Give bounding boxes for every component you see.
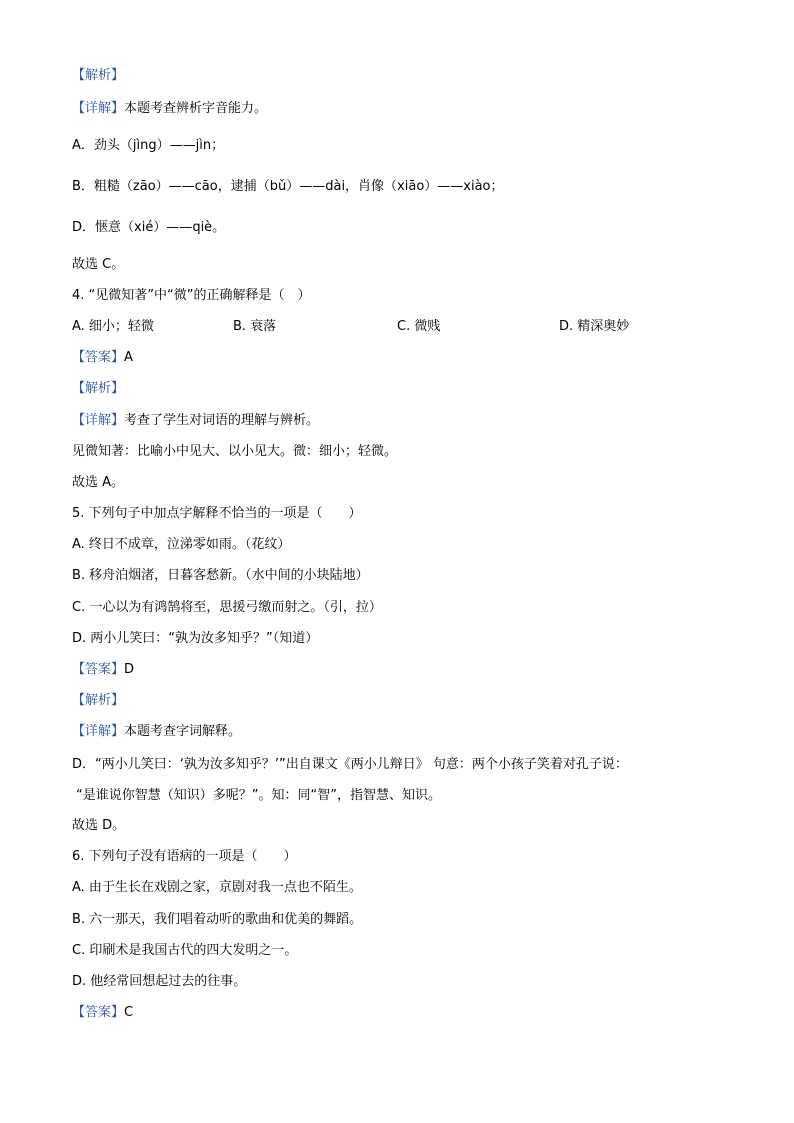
q5-option-c: C. 一心以为有鸿鹄将至，思援弓缴而射之。（引，拉） [72,600,382,615]
analysis-heading [72,67,124,85]
analysis-heading [72,380,124,398]
choose-line: 故选 A。 [72,475,125,490]
question-6: 6. 下列句子没有语病的一项是（ ） [72,849,297,864]
choose-line: 故选 C。 [72,257,125,272]
q5-option-d: D. 两小儿笑曰：“孰为汝多知乎？”（知道） [72,631,319,646]
section-label: 【解析】 [72,381,125,396]
answer-line: 【答案】C [72,1005,134,1020]
q4-option-c: C. 微贱 [397,319,441,334]
q5-option-b: B. 移舟泊烟渚，日暮客愁新。（水中间的小块陆地） [72,568,369,583]
option-b-explanation: B．粗糙（zāo）——cāo，逮捕（bǔ）——dài，肖像（xiāo）——xiào； [72,179,504,194]
q6-option-d: D. 他经常回想起过去的往事。 [72,974,247,989]
section-label: 【答案】 [72,350,125,365]
detail-line: 【详解】考查了学生对词语的理解与辨析。 [72,413,320,428]
detail-line: 【详解】本题考查辨析字音能力。 [72,101,268,116]
q6-option-a: A. 由于生长在戏剧之家，京剧对我一点也不陌生。 [72,880,362,895]
q5-option-a: A. 终日不成章，泣涕零如雨。（花纹） [72,537,291,552]
section-label: 【解析】 [72,68,125,83]
q6-option-b: B. 六一那天，我们唱着动听的歌曲和优美的舞蹈。 [72,912,363,927]
q4-option-b: B. 衰落 [233,319,277,334]
question-5: 5. 下列句子中加点字解释不恰当的一项是（ ） [72,506,362,521]
answer-line: 【答案】A [72,350,133,365]
explanation-line: 见微知著：比喻小中见大、以小见大。微：细小；轻微。 [72,444,398,459]
q4-option-d: D. 精深奥妙 [559,319,630,334]
analysis-heading [72,692,124,710]
explanation-line: D．“两小儿笑曰：‘孰为汝多知乎？’”出自课文《两小儿辩日》 句意：两个小孩子笑着对孔子说： [72,757,628,772]
option-a-explanation: A．劲头（jìng）——jìn； [72,138,225,153]
section-label: 【答案】 [72,1005,125,1020]
section-label: 【答案】 [72,662,125,677]
option-d-explanation: D．惬意（xié）——qiè。 [72,220,226,235]
section-label: 【详解】 [72,413,125,428]
q6-option-c: C. 印刷术是我国古代的四大发明之一。 [72,943,298,958]
detail-line: 【详解】本题考查字词解释。 [72,724,242,739]
question-4: 4. “见微知著”中“微”的正确解释是（ ） [72,288,311,303]
choose-line: 故选 D。 [72,818,126,833]
section-label: 【详解】 [72,101,125,116]
section-label: 【详解】 [72,724,125,739]
section-label: 【解析】 [72,693,125,708]
q4-option-a: A. 细小；轻微 [72,319,154,334]
explanation-line-continued: “是谁说你智慧（知识）多呢？”。知：同“智”，指智慧、知识。 [76,788,441,803]
answer-line: 【答案】D [72,662,135,677]
